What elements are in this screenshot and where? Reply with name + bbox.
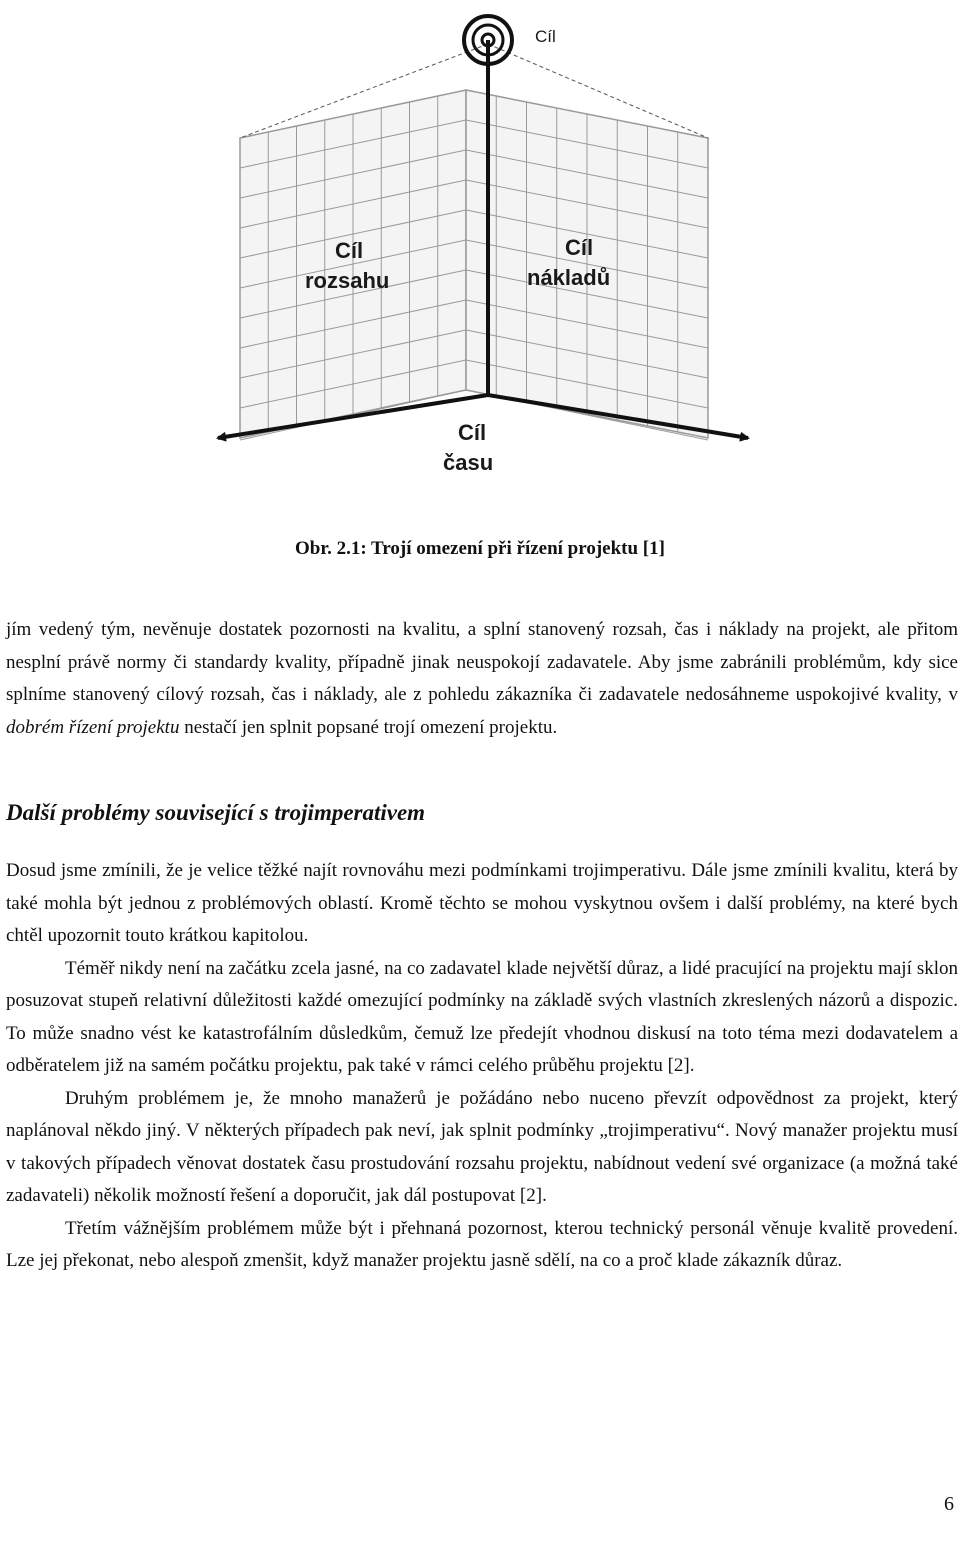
scope-label-line1: Cíl <box>335 238 364 263</box>
paragraph-text: jím vedený tým, nevěnuje dostatek pozornosti na kvalitu, a splní stanovený rozsah, čas i náklady na projekt, ale přitom nesplní právě normy či standardy kvality, případně jinak neuspokojí zadavatele. Aby jsme zabránili problémům, kdy sice splníme stanovený cílový rozsah, čas i náklady, ale z pohledu zákazníka či zadavatele nedosáhneme uspokojivé kvality, v <box>6 619 958 705</box>
right-wall-grid <box>466 90 708 438</box>
cost-label-line2: nákladů <box>527 265 611 290</box>
triple-constraint-diagram <box>190 0 770 530</box>
paragraph-text-end: nestačí jen splnit popsané trojí omezení projektu. <box>179 716 558 738</box>
page-number: 6 <box>944 1493 954 1515</box>
scope-label-line2: rozsahu <box>305 268 390 293</box>
section-heading: Další problémy související s trojimperativem <box>6 800 426 825</box>
cost-label-line1: Cíl <box>565 235 594 260</box>
target-label: Cíl <box>535 27 556 46</box>
body-text-section <box>6 855 958 1278</box>
italic-phrase: dobrém řízení projektu <box>6 716 180 738</box>
paragraph: Druhým problémem je, že mnoho manažerů je požádáno nebo nuceno převzít odpovědnost za projekt, který naplánoval někdo jiný. V některých případech pak neví, jak splnit podmínky „trojimperativu“. Nový manažer projektu musí v takových případech věnovat dostatek času prostudování rozsahu projektu, nabídnout vedení své organizace (a možná také zadavateli) několik možností řešení a doporučit, jak dál postupovat [2]. <box>6 1087 958 1206</box>
paragraph <box>6 614 958 744</box>
paragraph: Téměř nikdy není na začátku zcela jasné, na co zadavatel klade největší důraz, a lidé pracující na projektu mají sklon posuzovat stupeň relativní důležitosti každé omezující podmínky na základě svých vlastních zkreslených názorů a dispozic. To může snadno vést ke katastrofálním důsledkům, čemuž lze předejít vhodnou diskusí na toto téma mezi dodavatelem a odběratelem již na samém počátku projektu, pak také v rámci celého průběhu projektu [2]. <box>6 957 958 1076</box>
body-text-top <box>6 614 958 744</box>
time-label-line1: Cíl <box>458 420 487 445</box>
paragraph: Dosud jsme zmínili, že je velice těžké najít rovnováhu mezi podmínkami trojimperativu. Dále jsme zmínili kvalitu, která by také mohla být jednou z problémových oblastí. Kromě těchto se mohou vyskytnou ovšem i další problémy, na které bych chtěl upozornit touto krátkou kapitolou. <box>6 860 958 946</box>
time-label-line2: času <box>443 450 494 475</box>
triple-constraint-figure <box>190 0 770 530</box>
figure-caption: Obr. 2.1: Trojí omezení při řízení projektu [1] <box>295 538 665 559</box>
paragraph: Třetím vážnějším problémem může být i přehnaná pozornost, kterou technický personál věnuje kvalitě provedení. Lze jej překonat, nebo alespoň zmenšit, když manažer projektu jasně sdělí, na co a proč klade zákazník důraz. <box>6 1217 958 1271</box>
left-wall-grid <box>240 90 466 438</box>
